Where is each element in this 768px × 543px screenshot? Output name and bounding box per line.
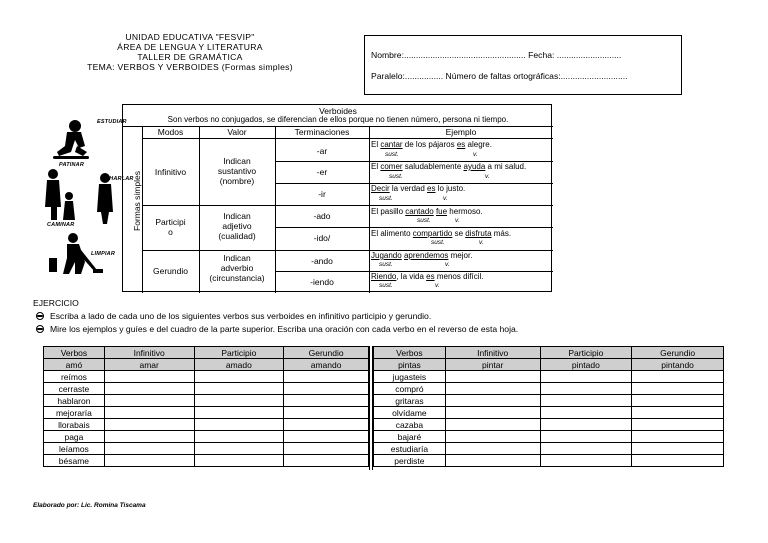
gerund-input-cell[interactable] [284,455,369,467]
table-row [44,419,369,431]
verboides-subtitle: Son verbos no conjugados, se diferencian de ellos porque no tienen número, persona ni tiempo. [167,115,509,124]
example-gerund: pintando [632,359,724,371]
example-verb: pintas [374,359,446,371]
name-label: Nombre: [371,50,404,60]
participle-input-cell[interactable] [540,407,632,419]
figure-label-walk: CAMINAR [47,222,75,228]
infinitive-input-cell[interactable] [445,371,540,383]
participle-input-cell[interactable] [194,395,284,407]
errors-field[interactable]: ............................ [560,71,628,81]
sust-label: sust. [379,282,393,289]
date-field[interactable]: ........................... [556,50,622,60]
infinitive-input-cell[interactable] [104,395,194,407]
participle-input-cell[interactable] [540,383,632,395]
topic: TEMA: VERBOS Y VERBOIDES (Formas simples) [87,62,293,72]
verb-cell: cazaba [374,419,446,431]
v-label: v. [455,217,460,224]
gerund-input-cell[interactable] [632,407,724,419]
gerund-input-cell[interactable] [632,383,724,395]
table-row [44,395,369,407]
infinitive-input-cell[interactable] [445,431,540,443]
participle-input-cell[interactable] [194,455,284,467]
talking-figures [45,169,113,224]
example-4: El pasillo cantado fue hermoso. [371,207,483,216]
verb-cell: gritaras [374,395,446,407]
figure-label-skate: PATINAR [59,162,85,168]
exercise-section [33,297,518,336]
infinitive-input-cell[interactable] [104,455,194,467]
table-row [44,383,369,395]
instruction-1: Escriba a lado de cada uno de los siguientes verbos sus verboides en infinitivo participio y gerundio. [33,310,518,323]
verb-cell: leíamos [44,443,105,455]
exercise-table-left [43,346,369,467]
header-infinitivo: Infinitivo [445,347,540,359]
activity-figures [45,112,134,292]
infinitive-input-cell[interactable] [445,419,540,431]
infinitive-input-cell[interactable] [104,419,194,431]
ending-ando: -ando [311,256,333,266]
header-verbos: Verbos [374,347,446,359]
gerund-input-cell[interactable] [284,383,369,395]
table-row [374,431,724,443]
col-valor: Valor [227,127,247,137]
participle-input-cell[interactable] [540,455,632,467]
ending-iendo: -iendo [310,277,334,287]
v-label: v. [445,261,450,268]
student-info-box [364,35,682,95]
infinitive-input-cell[interactable] [445,395,540,407]
mode-participio: Participi o [155,217,186,237]
header-gerundio: Gerundio [284,347,369,359]
ending-ido: -ido/ [313,233,331,243]
header-participio: Participio [540,347,632,359]
infinitive-input-cell[interactable] [445,443,540,455]
table-row [374,419,724,431]
verb-cell: hablaron [44,395,105,407]
ending-er: -er [316,167,328,177]
name-date-row [371,50,621,60]
verb-cell: bésame [44,455,105,467]
example-participle: amado [194,359,284,371]
example-6: Jugando aprendemos mejor. [371,251,473,260]
parallel-errors-row [371,71,628,81]
mode-infinitivo: Infinitivo [154,167,187,177]
v-label: v. [473,151,478,158]
sust-label: sust. [379,261,393,268]
date-label: Fecha: [528,50,555,60]
errors-label: Número de faltas ortográficas: [445,71,561,81]
verb-cell: cerraste [44,383,105,395]
example-1: El cantar de los pájaros es alegre. [371,140,492,149]
sust-label: sust. [417,217,431,224]
participle-input-cell[interactable] [194,407,284,419]
gerund-input-cell[interactable] [632,371,724,383]
gerund-input-cell[interactable] [284,407,369,419]
header-infinitivo: Infinitivo [104,347,194,359]
col-modos: Modos [157,127,184,137]
infinitive-input-cell[interactable] [104,371,194,383]
ending-ir: -ir [318,189,326,199]
verb-cell: reímos [44,371,105,383]
participle-input-cell[interactable] [194,419,284,431]
table-row [44,431,369,443]
instruction-2: Mire los ejemplos y guíes e del cuadro de la parte superior. Escriba una oración con cada verbo en el reverso de esta hoja. [33,323,518,336]
infinitive-input-cell[interactable] [445,383,540,395]
table-row [374,395,724,407]
example-infinitive: pintar [445,359,540,371]
participle-input-cell[interactable] [194,383,284,395]
participle-input-cell[interactable] [194,431,284,443]
gerund-input-cell[interactable] [632,443,724,455]
verb-cell: jugasteis [374,371,446,383]
value-gerundio: Indican adverbio (circunstancia) [209,253,265,283]
example-infinitive: amar [104,359,194,371]
verb-cell: perdiste [374,455,446,467]
participle-input-cell[interactable] [540,371,632,383]
infinitive-input-cell[interactable] [104,407,194,419]
gerund-input-cell[interactable] [284,395,369,407]
workshop-name: TALLER DE GRAMÁTICA [137,52,243,62]
infinitive-input-cell[interactable] [104,431,194,443]
header-gerundio: Gerundio [632,347,724,359]
v-label: v. [485,173,490,180]
table-divider [369,346,373,470]
v-label: v. [443,195,448,202]
example-5: El alimento compartido se disfruta más. [371,229,512,238]
gerund-input-cell[interactable] [284,443,369,455]
gerund-input-cell[interactable] [632,455,724,467]
example-2: El comer saludablemente ayuda a mi salud. [371,162,527,171]
verb-cell: mejoraría [44,407,105,419]
table-row [44,371,369,383]
table-row [374,443,724,455]
verb-cell: bajaré [374,431,446,443]
v-label: v. [479,239,484,246]
col-terminaciones: Terminaciones [294,127,350,137]
gerund-input-cell[interactable] [632,395,724,407]
participle-input-cell[interactable] [540,419,632,431]
bullet-icon [36,312,44,320]
participle-input-cell[interactable] [540,395,632,407]
participle-input-cell[interactable] [194,443,284,455]
col-ejemplo: Ejemplo [445,127,477,137]
name-field[interactable]: ................................................... [403,50,526,60]
bullet-icon [36,325,44,333]
header-participio: Participio [194,347,284,359]
skater-figure [53,120,89,159]
exercise-table-right [373,346,724,467]
table-row [374,371,724,383]
exercise-title: EJERCICIO [33,298,79,308]
verb-cell: compró [374,383,446,395]
parallel-field[interactable]: ................ [404,71,444,81]
gerund-input-cell[interactable] [284,431,369,443]
formas-simples-label: Formas simples [132,171,142,231]
table-row [374,383,724,395]
figure-label-clean: LIMPIAR [91,251,116,257]
participle-input-cell[interactable] [194,371,284,383]
area-name: ÁREA DE LENGUA Y LITERATURA [117,42,263,52]
sust-label: sust. [389,173,403,180]
verboides-table [122,104,552,292]
ending-ado: -ado [313,211,331,221]
gerund-input-cell[interactable] [284,371,369,383]
verb-cell: olvídame [374,407,446,419]
example-gerund: amando [284,359,369,371]
example-7: Riendo, la vida es menos difícil. [371,272,484,281]
mode-gerundio: Gerundio [153,266,188,276]
ending-ar: -ar [316,146,328,156]
gerund-input-cell[interactable] [284,419,369,431]
value-infinitivo: Indican sustantivo (nombre) [217,156,257,186]
value-participio: Indican adjetivo (cualidad) [218,211,256,241]
table-row [44,407,369,419]
infinitive-input-cell[interactable] [104,383,194,395]
gerund-input-cell[interactable] [632,419,724,431]
sust-label: sust. [385,151,399,158]
verb-cell: estudiaría [374,443,446,455]
gerund-input-cell[interactable] [632,431,724,443]
example-3: Decir la verdad es lo justo. [371,184,466,193]
v-label: v. [435,282,440,289]
table-row [374,407,724,419]
table-row [44,443,369,455]
sust-label: sust. [431,239,445,246]
figure-label-chat: CHARLAR [105,176,134,182]
header-verbos: Verbos [44,347,105,359]
verb-cell: llorabais [44,419,105,431]
figure-label-study: ESTUDIAR [97,119,127,125]
worksheet-header [60,32,320,72]
verb-cell: paga [44,431,105,443]
participle-input-cell[interactable] [540,443,632,455]
silhouettes-illustration [45,112,123,292]
infinitive-input-cell[interactable] [445,407,540,419]
parallel-label: Paralelo: [371,71,405,81]
participle-input-cell[interactable] [540,431,632,443]
infinitive-input-cell[interactable] [445,455,540,467]
table-row [44,455,369,467]
author-footer: Elaborado por: Lic. Romina Tiscama [33,502,146,509]
example-participle: pintado [540,359,632,371]
school-name: UNIDAD EDUCATIVA "FESVIP" [125,32,255,42]
example-verb: amó [44,359,105,371]
verboides-title: Verboides [319,106,357,116]
infinitive-input-cell[interactable] [104,443,194,455]
sust-label: sust. [379,195,393,202]
table-row [374,455,724,467]
